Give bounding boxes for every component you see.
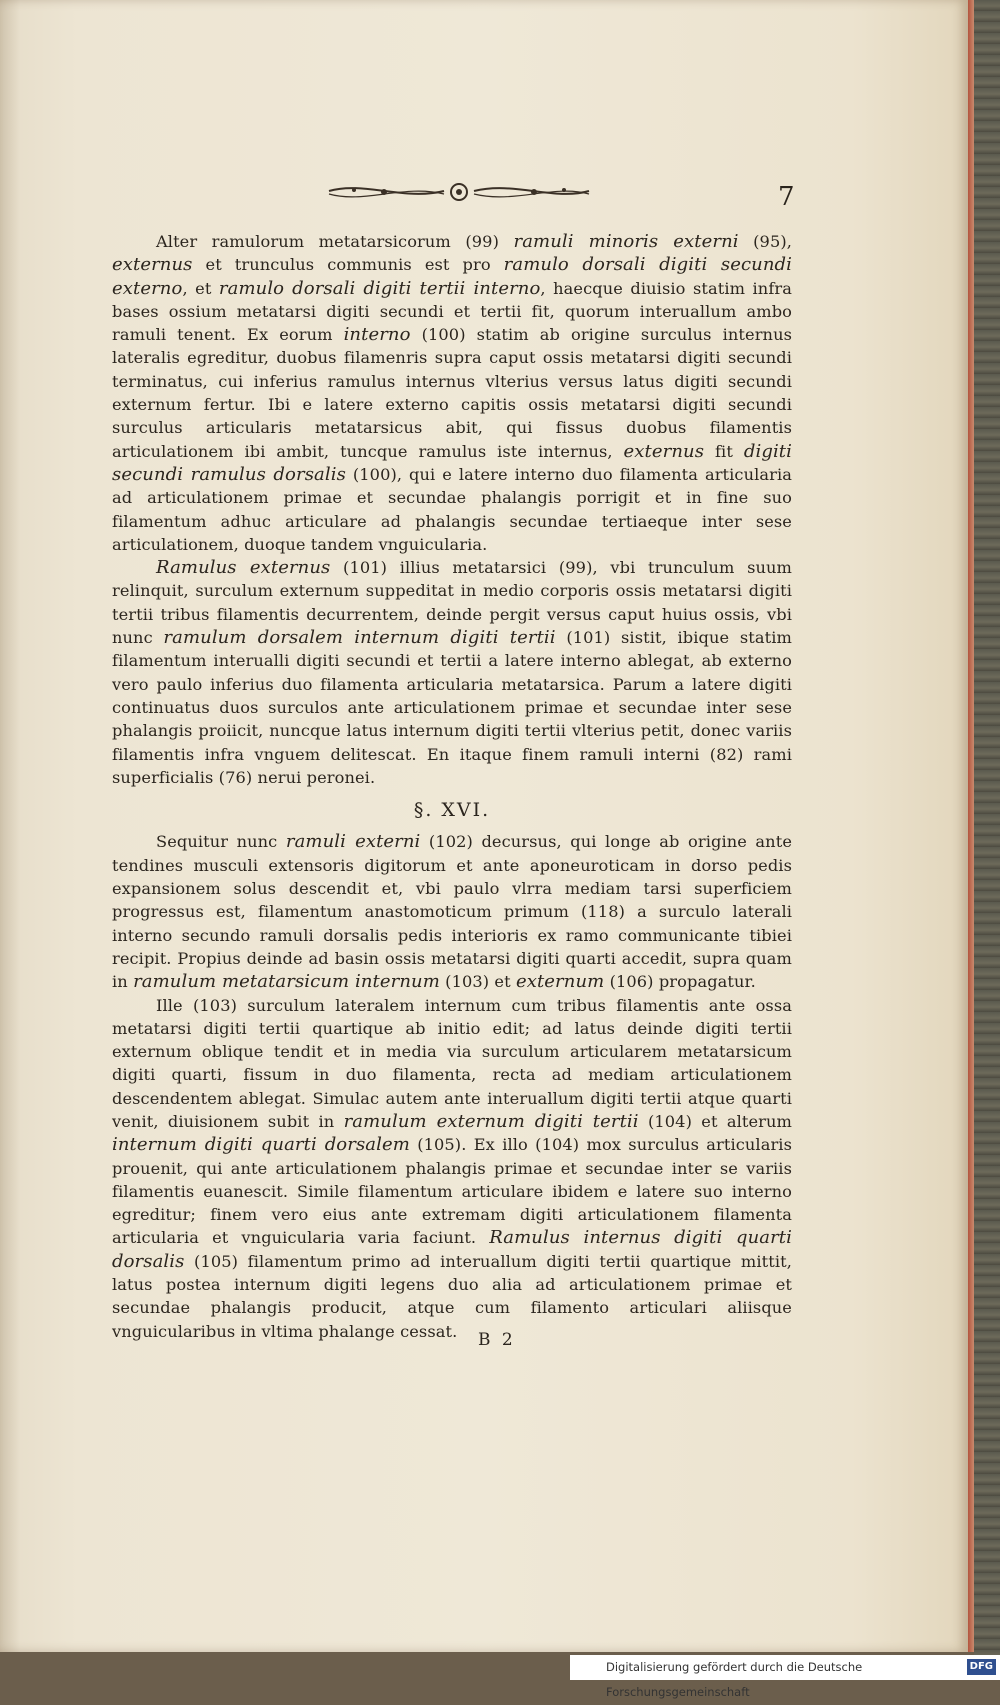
signature-mark: B 2 <box>478 1330 516 1350</box>
italic-term: digiti secundi ramulus dorsalis <box>112 440 792 485</box>
page-number: 7 <box>778 182 795 212</box>
paragraphs-before-section <box>112 230 792 789</box>
text-run: Ille (103) surculum lateralem internum cum tribus filamentis ante ossa metatarsi digiti tertii quartique ab initio edit; ad latus deinde digiti tertii externum oblique tendit et in media via surculum articularem metatarsicum digiti quarti, fissum in duo filamenta, recta ad mediam articulationem descendentem ablegat. Simulac autem ante interuallum digiti tertii atque quarti venit, diuisionem subit in <box>112 995 792 1131</box>
text-run: (101) illius metatarsici (99), vbi trunculum suum relinquit, surculum externum suppeditat in medio corporis ossis metatarsi digiti tertii tribus filamentis decurrentem, deinde pergit versus caput huius ossis, vbi nunc <box>112 558 792 648</box>
decorative-ornament <box>324 176 594 206</box>
italic-term: externum <box>515 971 605 993</box>
text-run: (95), <box>738 232 793 251</box>
italic-term: externus <box>112 254 193 276</box>
page-gutter-shadow <box>0 0 20 1652</box>
section-heading: §. XVI. <box>413 799 491 822</box>
text-run: (105). Ex illo (104) mox surculus articularis prouenit, qui ante articulationem phalangis primae et secundae inter se variis filamentis euanescit. Simile filamentum articulare ibidem e latere suo interno egreditur; finem vero eius ante extremam digiti articulationem filamenta articularia et vnguicularia varia faciunt. <box>112 1135 792 1248</box>
italic-term: ramulo dorsali digiti tertii interno <box>218 277 541 299</box>
footer-text: Digitalisierung gefördert durch die Deutsche Forschungsgemeinschaft <box>606 1660 863 1699</box>
italic-term: ramulo dorsali digiti secundi externo <box>112 254 793 299</box>
italic-term: ramuli minoris externi <box>513 231 739 252</box>
italic-term: ramulum externum digiti tertii <box>343 1110 639 1132</box>
text-run: , et <box>182 278 219 298</box>
text-run: (104) et alterum <box>638 1111 792 1131</box>
italic-term: ramulum metatarsicum internum <box>133 971 440 993</box>
text-run: (106) propagatur. <box>604 972 756 992</box>
text-run: (102) decursus, qui longe ab origine ante tendines musculi extensoris digitorum et ante aponeuroticam in dorso pedis expansionem solus descendit et, vbi paulo vlrra mediam tarsi superficiem progressus est, filamentum anastomoticum primum (118) a surculo laterali interno secundo ramuli dorsalis pedis interioris ex ramo communicante tibiei recipit. Propius deinde ad basin ossis metatarsi digiti quarti accedit, supra quam in <box>112 832 792 992</box>
italic-term: internum digiti quarti dorsalem <box>112 1134 410 1156</box>
text-run: fit <box>704 441 744 461</box>
book-cover-edge <box>974 0 1000 1680</box>
italic-term: externus <box>623 440 705 462</box>
text-run: (105) filamentum primo ad interuallum digiti tertii quartique mittit, latus postea internum digiti legens duo alia ad articulationem primae et secundae phalangis producit, atque cum filamento articulari aliisque vnguicularibus in vltima phalange cessat. <box>112 1251 792 1341</box>
italic-term: Ramulus externus <box>156 557 331 579</box>
italic-term: ramuli externi <box>285 831 421 853</box>
text-run: (101) sistit, ibique statim filamentum interualli digiti secundi et tertii a latere interno ablegat, ab externo vero paulo inferius duo filamenta articularia metatarsica. Parum a latere digiti continuatus duos surculos ante articulationem primae et secundae inter sese phalangis proiicit, nuncque latus internum digiti tertii vlterius petit, donec variis filamentis infra vnguem delitescat. En itaque finem ramuli interni (82) rami superficialis (76) nerui peronei. <box>112 628 792 787</box>
paragraph <box>112 556 792 789</box>
paragraph <box>112 994 792 1343</box>
italic-term: ramulum dorsalem internum digiti tertii <box>163 627 556 649</box>
text-run: (100), qui e latere interno duo filamenta articularia ad articulationem primae et secundae phalangis porrigit et in fine suo filamentum adhuc articulare ad phalangis secundae tertiaeque inter sese articulationem, duoque tandem vnguicularia. <box>112 464 793 554</box>
italic-term: interno <box>343 324 411 346</box>
paragraph <box>112 230 792 556</box>
dfg-logo: DFG <box>967 1659 996 1675</box>
text-run: Alter ramulorum metatarsicorum (99) <box>156 232 514 251</box>
italic-term: Ramulus internus digiti quarti dorsalis <box>112 1227 792 1272</box>
paragraph <box>112 830 792 993</box>
body-text <box>112 230 792 1343</box>
paragraphs-after-section <box>112 830 792 1343</box>
text-run: Sequitur nunc <box>156 832 286 852</box>
text-run: (100) statim ab origine surculus internus lateralis egreditur, duobus filamenris supra caput ossis metatarsi digiti secundi terminatus, cui inferius ramulus internus vlterius versus latus digiti secundi externum fertur. Ibi e latere externo capitis ossis metatarsi digiti secundi surculus articularis metatarsicus abit, qui fissus duobus filamentis articulationem ibi ambit, tuncque ramulus iste internus, <box>112 325 793 461</box>
digitization-footer <box>570 1655 1000 1699</box>
text-run: , haecque diuisio statim infra bases ossium metatarsi digiti secundi et tertii fit, quorum interuallum ambo ramuli tenent. Ex eorum <box>112 278 792 345</box>
text-run: et trunculus communis est pro <box>192 255 504 275</box>
text-run: (103) et <box>439 972 516 992</box>
